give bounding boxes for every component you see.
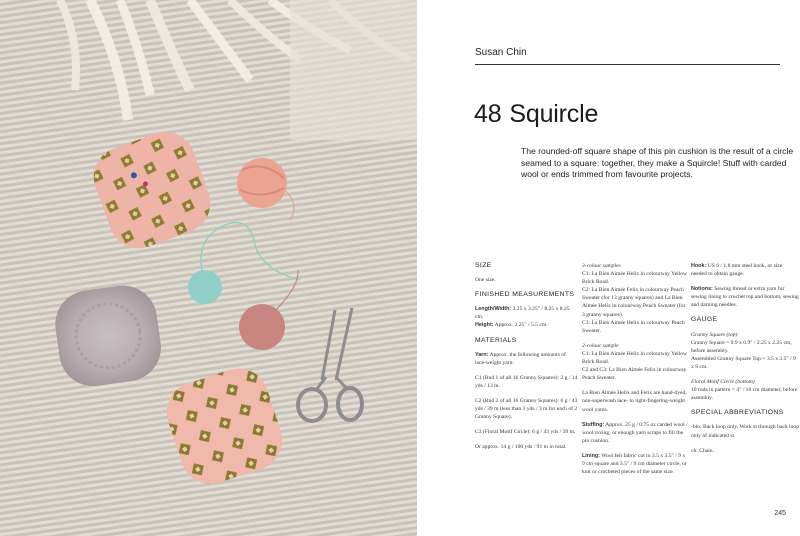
pattern-page <box>417 0 800 536</box>
gauge-heading: GAUGE <box>691 316 718 324</box>
samples3-c2: C2: La Bien Aimée Felix in colourway Peach Sweater (for 13 granny squares) and La Bien Aimée Helix in colourway Peach Sweater (for 3 granny squares). <box>582 287 686 318</box>
yarn-note: La Bien Aimée Helix and Felix are hand-dyed, non-superwash lace- to light-fingering-weight wool yarns. <box>582 390 687 413</box>
size-text: One size. <box>475 277 496 284</box>
granny-heading: Granny Square (top) <box>691 331 738 338</box>
samples3-c1: C1: La Bien Aimée Helix in colourway Yellow Brick Road. <box>582 271 688 286</box>
lining-text: Lining: Wool felt fabric cut to 3.5 x 3.5" / 9 x 9 cm square and 3.5" / 9 cm diameter circle, or knit or crocheted pieces of the same size. <box>582 452 687 476</box>
stuffing-text: Stuffing: Approx. 25 g / 0.75 oz carded wool / wool roving, or enough yarn scraps to fill the pin cushion. <box>582 421 688 444</box>
peach-yarn-ball <box>237 158 287 208</box>
measurements-text: Length/Width: 3.25 x 3.25" / 8.25 x 8.25 cm. Height: Approx. 2.25" / 5.5 cm. <box>475 306 570 329</box>
materials-heading: MATERIALS <box>475 336 517 344</box>
author-divider <box>475 64 780 65</box>
rose-yarn-ball <box>239 304 285 350</box>
samples2-c2: C2 and C3: La Bien Aimée Felix in colourway Peach Sweater. <box>582 367 687 382</box>
pattern-title <box>474 100 598 129</box>
pattern-number: 48 <box>474 100 502 128</box>
intro-paragraph: The rounded-off square shape of this pin cushion is the result of a circle seamed to a square: together, they make a Squircle! Stuff with carded wool or ends trimmed from favourite projects. <box>521 146 794 180</box>
hook-text: Hook: US 6 / 1.8 mm steel hook, or size needed to obtain gauge. <box>691 263 783 278</box>
c3-amount: C3 (Floral Motif Circle): 6 g / 43 yds / 39 m. <box>475 429 576 436</box>
author-name: Susan Chin <box>475 47 527 58</box>
total-amount: Or approx. 14 g / 100 yds / 91 m in total. <box>475 444 567 451</box>
floral-gauge: 10 rnds in pattern = 4" / 10 cm diameter, before assembly. <box>691 387 798 402</box>
column-3 <box>691 262 799 462</box>
column-2 <box>582 262 688 483</box>
c2-amount: C2 (Rnd 2 of all 16 Granny Squares): 6 g / 43 yds / 39 m (less than 3 yds / 3 m for each of 2 Granny Square). <box>475 398 578 421</box>
yarn-text: Yarn: Approx. the following amounts of lace-weight yarn: <box>475 351 566 366</box>
page-number: 245 <box>774 510 786 517</box>
mint-yarn-ball <box>188 270 222 304</box>
samples3-heading: 3-colour samples <box>582 263 621 269</box>
samples2-heading: 2-colour sample <box>582 342 619 349</box>
c1-amount: C1 (Rnd 1 of all 16 Granny Squares): 2 g / 14 yds / 13 m. <box>475 374 578 389</box>
abbreviations-heading: SPECIAL ABBREVIATIONS <box>691 409 784 417</box>
column-1 <box>475 262 578 459</box>
size-heading: SIZE <box>475 262 492 269</box>
samples2-c1: C1: La Bien Aimée Helix in colourway Yellow Brick Road. <box>582 350 688 366</box>
blo-abbreviation: -blo: Back loop only. Work st through back loop only of indicated st. <box>691 424 799 439</box>
floral-heading: Floral Motif Circle (bottom) <box>691 379 755 386</box>
samples3-c3: C3: La Bien Aimée Helix in colourway Peach Sweater. <box>582 319 685 334</box>
granny-gauge: Granny Square = 0.9 x 0.9" / 2.25 x 2.25 cm, before assembly. <box>691 339 792 354</box>
measurements-heading: FINISHED MEASUREMENTS <box>475 291 575 299</box>
pattern-name: Squircle <box>509 100 599 128</box>
notions-text: Notions: Sewing thread or extra yarn for sewing lining to crochet top and bottom, sewing and darning needles. <box>691 286 799 309</box>
ch-abbreviation: ch: Chain. <box>691 447 714 454</box>
assembled-gauge: Assembled Granny Square Top = 3.5 x 3.5" / 9 x 9 cm. <box>691 355 796 370</box>
